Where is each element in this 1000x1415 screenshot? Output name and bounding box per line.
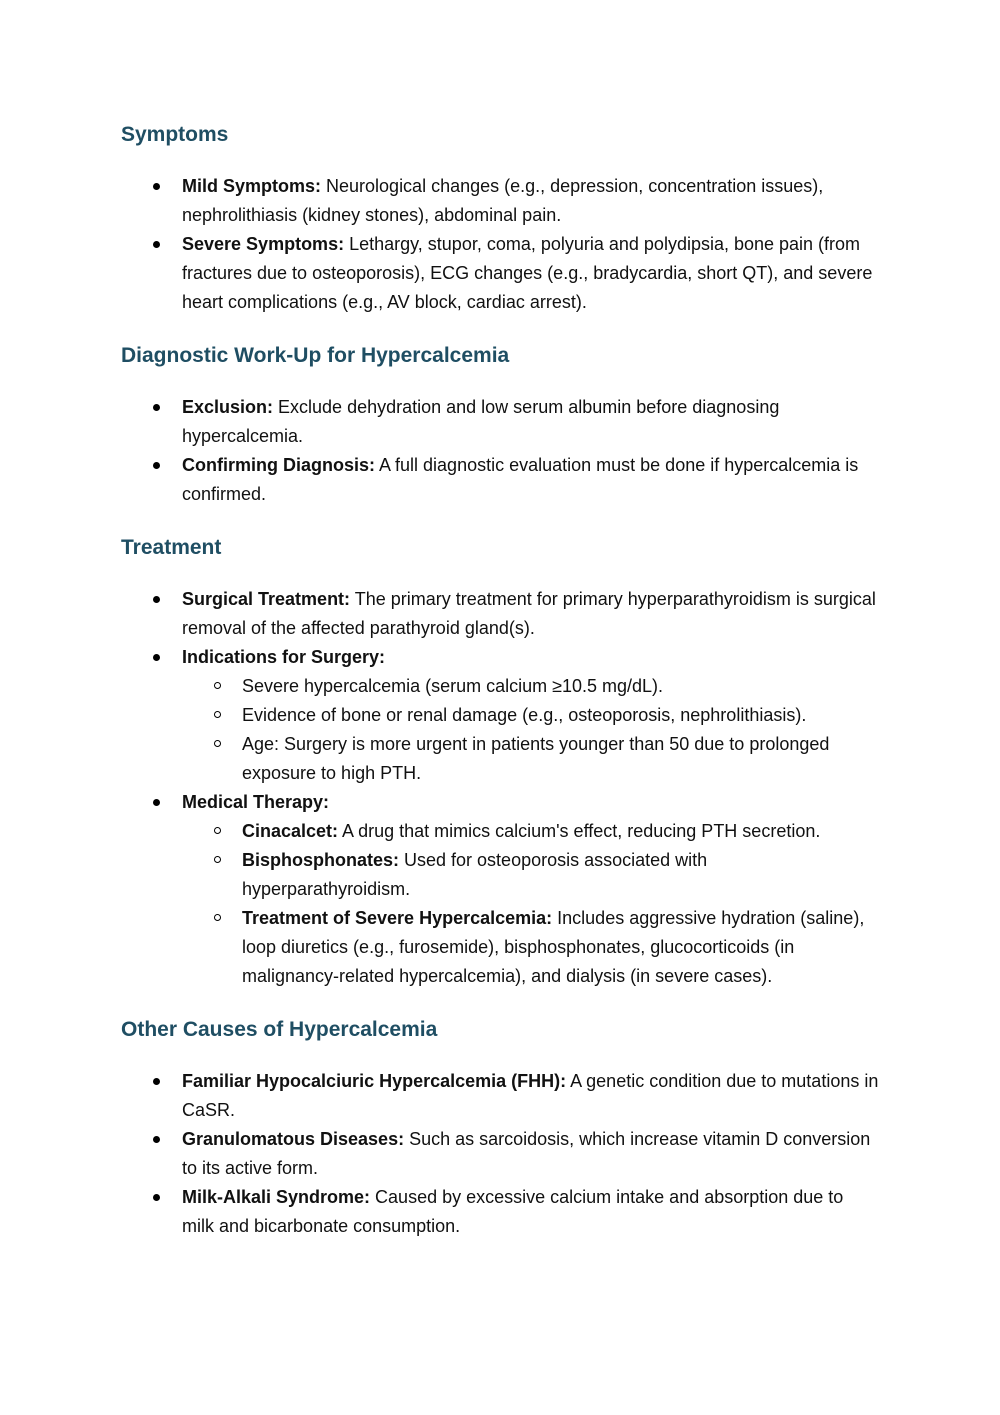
sub-list-item xyxy=(182,846,880,904)
section-heading: Other Causes of Hypercalcemia xyxy=(121,1018,438,1041)
list-item xyxy=(121,788,880,991)
bullet-list xyxy=(121,585,880,991)
sub-list-item xyxy=(182,817,880,846)
sub-list-item xyxy=(182,672,880,701)
sub-list-item xyxy=(182,701,880,730)
item-text: Such as sarcoidosis, which increase vitamin D conversion to its active form. xyxy=(182,1129,871,1178)
item-text: Caused by excessive calcium intake and absorption due to milk and bicarbonate consumption. xyxy=(182,1187,844,1236)
item-label: Bisphosphonates: xyxy=(242,850,400,870)
section-symptoms xyxy=(121,120,880,317)
section-treatment xyxy=(121,533,880,991)
item-label: Granulomatous Diseases: xyxy=(182,1129,405,1149)
list-item xyxy=(121,1183,880,1241)
section-heading: Symptoms xyxy=(121,123,229,146)
sub-list-item xyxy=(182,730,880,788)
list-item xyxy=(121,643,880,788)
item-label: Confirming Diagnosis: xyxy=(182,455,375,475)
item-text: The primary treatment for primary hyperparathyroidism is surgical removal of the affected parathyroid gland(s). xyxy=(182,589,876,638)
item-label: Mild Symptoms: xyxy=(182,176,322,196)
sub-list xyxy=(182,817,880,991)
item-text: Evidence of bone or renal damage (e.g., osteoporosis, nephrolithiasis). xyxy=(242,705,807,725)
list-item xyxy=(121,451,880,509)
item-label: Surgical Treatment: xyxy=(182,589,351,609)
list-item xyxy=(121,1125,880,1183)
sub-list xyxy=(182,672,880,788)
item-label: Indications for Surgery: xyxy=(182,647,386,667)
list-item xyxy=(121,585,880,643)
item-text: Lethargy, stupor, coma, polyuria and polydipsia, bone pain (from fractures due to osteoporosis), ECG changes (e.g., bradycardia, short QT), and severe heart complications (e.g., AV block, cardiac arrest). xyxy=(182,234,873,312)
item-text: Exclude dehydration and low serum albumin before diagnosing hypercalcemia. xyxy=(182,397,780,446)
item-label: Treatment of Severe Hypercalcemia: xyxy=(242,908,553,928)
item-label: Cinacalcet: xyxy=(242,821,339,841)
section-other-causes xyxy=(121,1015,880,1241)
list-item xyxy=(121,1067,880,1125)
bullet-list xyxy=(121,172,880,317)
item-text: Includes aggressive hydration (saline), loop diuretics (e.g., furosemide), bisphosphonates, glucocorticoids (in malignancy-related hypercalcemia), and dialysis (in severe cases). xyxy=(242,908,865,986)
item-text: Severe hypercalcemia (serum calcium ≥10.5 mg/dL). xyxy=(242,676,664,696)
section-heading: Diagnostic Work-Up for Hypercalcemia xyxy=(121,344,510,367)
item-text: Age: Surgery is more urgent in patients younger than 50 due to prolonged exposure to high PTH. xyxy=(242,734,830,783)
item-label: Medical Therapy: xyxy=(182,792,330,812)
list-item xyxy=(121,230,880,317)
section-heading: Treatment xyxy=(121,536,222,559)
bullet-list xyxy=(121,393,880,509)
section-diagnostic-workup xyxy=(121,341,880,509)
list-item xyxy=(121,393,880,451)
sub-list-item xyxy=(182,904,880,991)
bullet-list xyxy=(121,1067,880,1241)
item-label: Exclusion: xyxy=(182,397,274,417)
item-text: A genetic condition due to mutations in CaSR. xyxy=(182,1071,879,1120)
item-text: Used for osteoporosis associated with hyperparathyroidism. xyxy=(242,850,708,899)
item-label: Severe Symptoms: xyxy=(182,234,345,254)
item-text: Neurological changes (e.g., depression, concentration issues), nephrolithiasis (kidney stones), abdominal pain. xyxy=(182,176,824,225)
item-label: Milk-Alkali Syndrome: xyxy=(182,1187,371,1207)
list-item xyxy=(121,172,880,230)
item-text: A full diagnostic evaluation must be done if hypercalcemia is confirmed. xyxy=(182,455,859,504)
item-text: A drug that mimics calcium's effect, reducing PTH secretion. xyxy=(338,821,821,841)
item-label: Familiar Hypocalciuric Hypercalcemia (FHH): xyxy=(182,1071,567,1091)
